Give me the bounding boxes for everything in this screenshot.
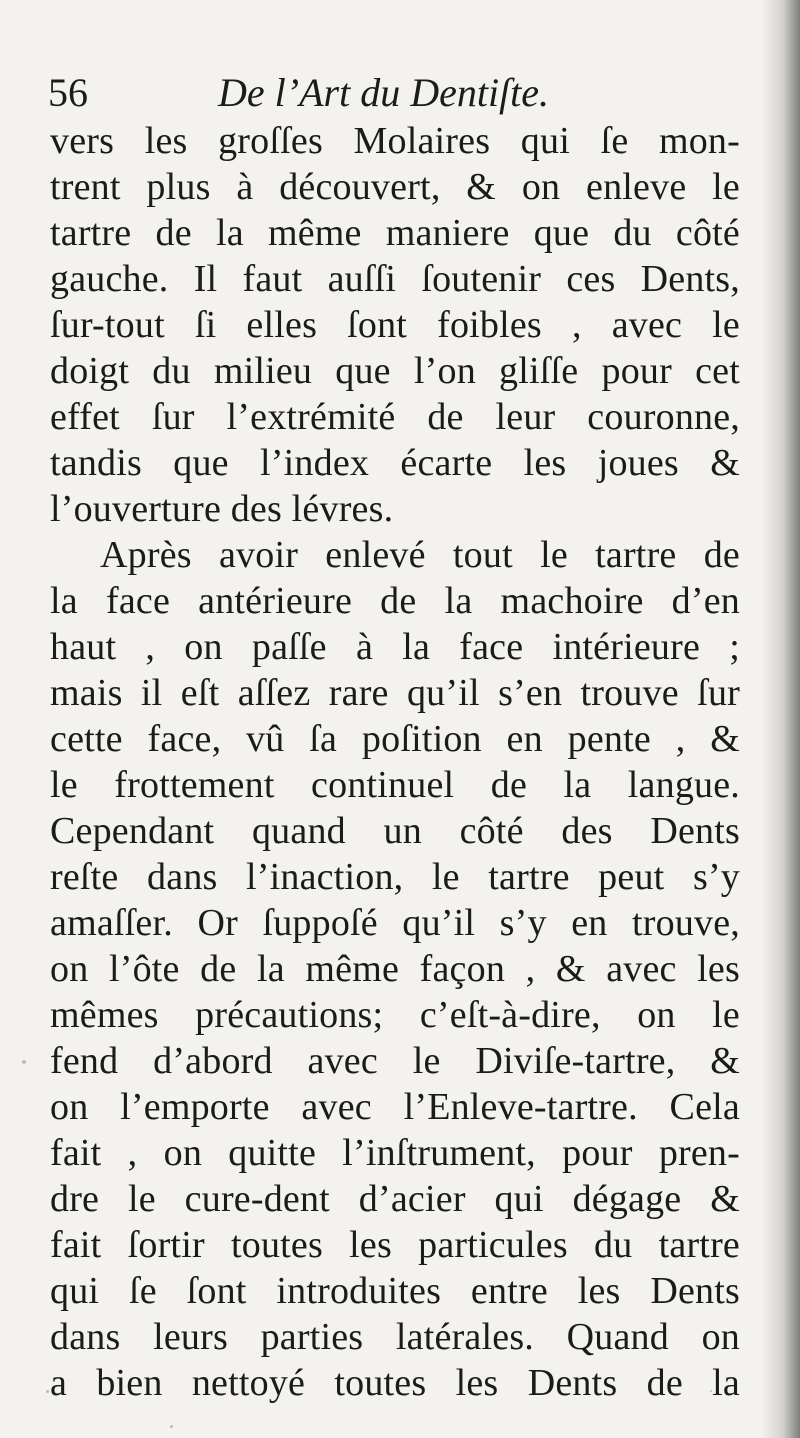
- page-header: [48, 68, 748, 118]
- text-line: fait , on quitte l’inſtrument, pour pren-: [50, 1132, 740, 1174]
- text-line: fait ſortir toutes les particules du tartre: [50, 1224, 740, 1266]
- text-line: a bien nettoyé toutes les Dents de la: [50, 1362, 740, 1404]
- text-line: mêmes précautions; c’eſt-à-dire, on le: [50, 994, 740, 1036]
- page-number: 56: [48, 70, 88, 115]
- paper-speck: [46, 1390, 49, 1393]
- text-line: trent plus à découvert, & on enleve le: [50, 166, 740, 208]
- paragraph-start-line: Après avoir enlevé tout le tartre de: [100, 534, 740, 576]
- text-line: dans leurs parties latérales. Quand on: [50, 1316, 740, 1358]
- text-line: la face antérieure de la machoire d’en: [50, 580, 740, 622]
- text-line: mais il eſt aſſez rare qu’il s’en trouve ſur: [50, 672, 740, 714]
- text-line: ſur-tout ſi elles ſont foibles , avec le: [50, 304, 740, 346]
- running-title: De l’Art du Dentiſte.: [218, 70, 550, 115]
- text-line: le frottement continuel de la langue.: [50, 764, 740, 806]
- paper-speck: [22, 1060, 26, 1064]
- text-line: fend d’abord avec le Diviſe-tartre, &: [50, 1040, 740, 1082]
- page-edge-shadow: [762, 0, 800, 1438]
- text-line: gauche. Il faut auſſi ſoutenir ces Dents,: [50, 258, 740, 300]
- body-text: [50, 118, 740, 1406]
- text-line: cette face, vû ſa poſition en pente , &: [50, 718, 740, 760]
- paper-speck: [710, 1390, 712, 1392]
- paper-speck: [170, 1425, 173, 1428]
- text-line: doigt du milieu que l’on gliſſe pour cet: [50, 350, 740, 392]
- text-line: reſte dans l’inaction, le tartre peut s’y: [50, 856, 740, 898]
- text-line: tandis que l’index écarte les joues &: [50, 442, 740, 484]
- text-line: on l’emporte avec l’Enleve-tartre. Cela: [50, 1086, 740, 1128]
- text-line: amaſſer. Or ſuppoſé qu’il s’y en trouve,: [50, 902, 740, 944]
- text-line: effet ſur l’extrémité de leur couronne,: [50, 396, 740, 438]
- text-line: Cependant quand un côté des Dents: [50, 810, 740, 852]
- text-line: qui ſe ſont introduites entre les Dents: [50, 1270, 740, 1312]
- text-line: dre le cure-dent d’acier qui dégage &: [50, 1178, 740, 1220]
- text-line: tartre de la même maniere que du côté: [50, 212, 740, 254]
- text-line: on l’ôte de la même façon , & avec les: [50, 948, 740, 990]
- text-line: haut , on paſſe à la face intérieure ;: [50, 626, 740, 668]
- text-line: vers les groſſes Molaires qui ſe mon-: [50, 120, 740, 162]
- paragraph-end-line: l’ouverture des lévres.: [50, 488, 394, 530]
